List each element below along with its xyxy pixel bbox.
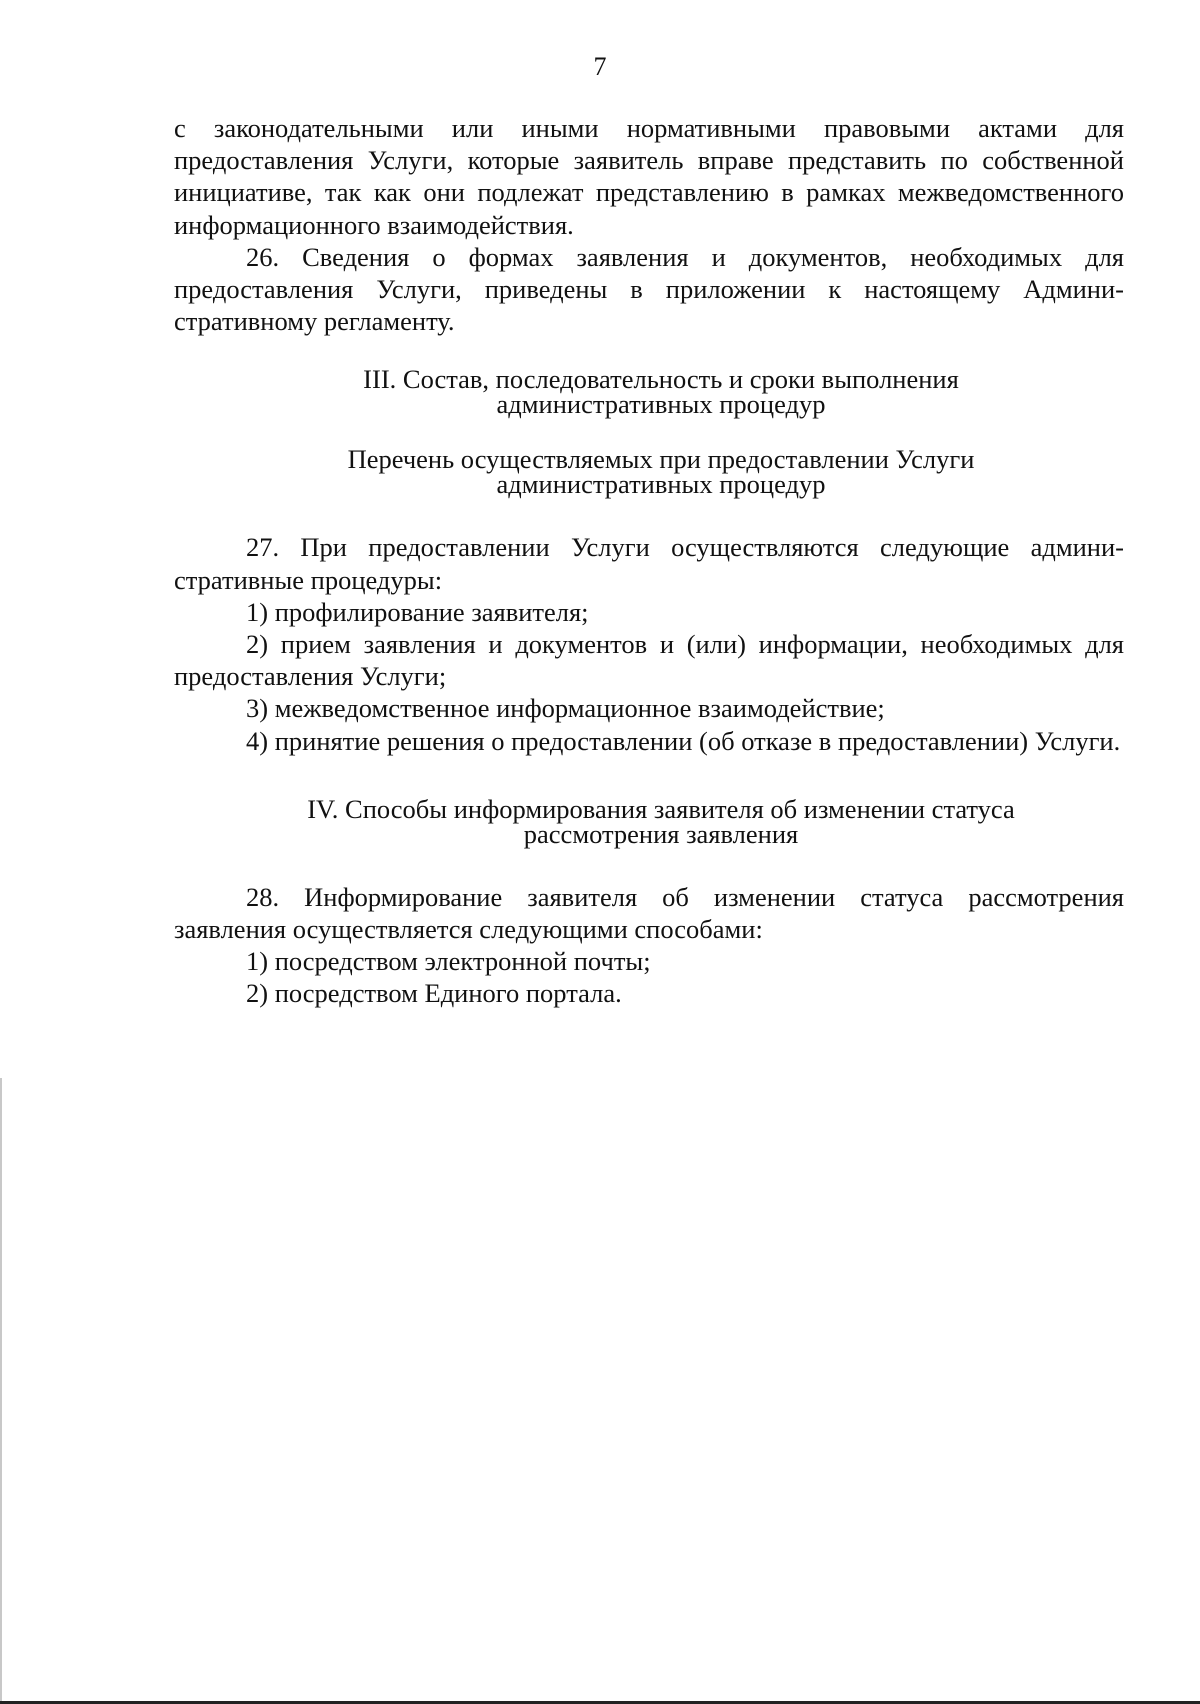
document-body [174,112,1124,1010]
section-3-heading [174,364,1124,420]
list-item-28-2: 2) посредством Единого портала. [246,978,622,1009]
section-4-heading [174,793,1124,849]
subsection-heading [174,444,1124,500]
spacer [174,337,1124,367]
subsection-heading-line-2: административных процедур [496,469,826,500]
subsection-heading-line-1: Перечень осуществляемых при предоставлении Услуги [347,444,975,475]
paragraph-26: 26. Сведения о формах заявления и документов, необходимых для предоставления Услуги, приведены в приложении к настоящему Административному регламенту. [174,241,1124,337]
paragraph-continued: с законодательными или иными нормативными правовыми актами для предоставления Услуги, которые заявитель вправе представить по собственной инициативе, так как они подлежат представлению в рамках межведомственного информационного взаимодействия. [174,113,1124,240]
section-4-heading-line-2: рассмотрения заявления [523,818,799,849]
spacer [174,417,1124,447]
list-item-27-2: 2) прием заявления и документов и (или) информации, необходимых для предоставления Услуги; [174,629,1124,692]
spacer [174,497,1124,531]
scan-edge-left [0,1078,2,1704]
list-item-27-4: 4) принятие решения о предоставлении (об отказе в предоставлении) Услуги. [246,725,1121,756]
section-3-heading-line-1: III. Состав, последовательность и сроки выполнения [363,364,959,395]
section-4-heading-line-1: IV. Способы информирования заявителя об изменении статуса [307,793,1015,824]
list-item-28-1: 1) посредством электронной почты; [246,946,651,977]
paragraph-28: 28. Информирование заявителя об изменении статуса рассмотрения заявления осуществляется следующими способами: [174,881,1124,945]
page-number: 7 [593,52,607,81]
section-3-heading-line-2: административных процедур [496,389,826,420]
spacer [174,847,1124,881]
list-item-27-1: 1) профилирование заявителя; [246,596,589,627]
paragraph-27: 27. При предоставлении Услуги осуществляются следующие административные процедуры: [174,532,1124,595]
list-item-27-3: 3) межведомственное информационное взаимодействие; [246,693,885,724]
spacer [174,757,1124,797]
